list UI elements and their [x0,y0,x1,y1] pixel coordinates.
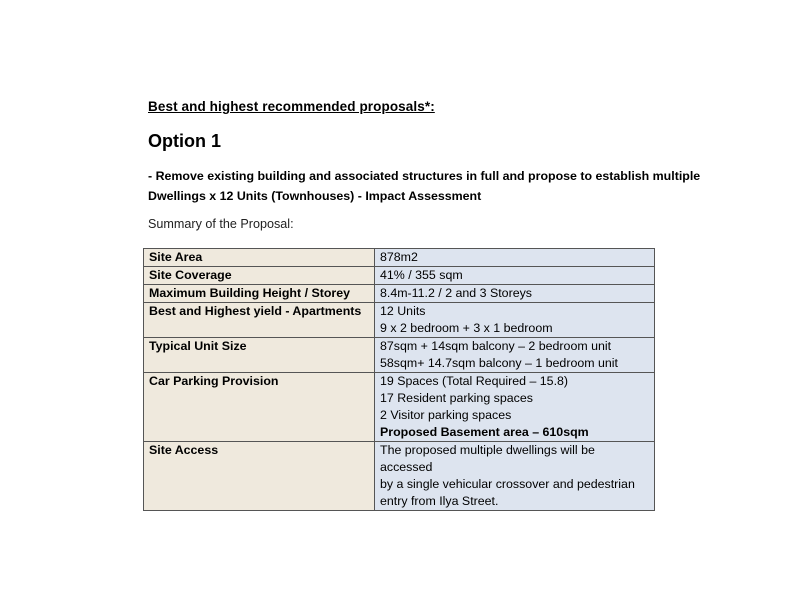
row-label: Site Area [144,249,375,267]
description-line: - Remove existing building and associated structures in full and propose to establish multiple [148,169,701,183]
summary-label: Summary of the Proposal: [148,217,294,231]
table-row-unit-size [144,338,655,373]
table-row-site-access [144,442,655,511]
value-line: Proposed Basement area – 610sqm [380,425,589,439]
row-value [375,267,655,285]
value-line: 87sqm + 14sqm balcony – 2 bedroom unit [380,339,612,353]
row-value [375,373,655,442]
description-line: Dwellings x 12 Units (Townhouses) - Impact Assessment [148,189,482,203]
value-line: by a single vehicular crossover and pedestrian [380,477,635,491]
value-line: entry from Ilya Street. [380,494,499,508]
row-label: Best and Highest yield - Apartments [144,303,375,338]
value-line: 2 Visitor parking spaces [380,408,512,422]
value-line: 12 Units [380,304,426,318]
row-value [375,249,655,267]
value-line: 41% / 355 sqm [380,268,463,282]
table-row-car-parking [144,373,655,442]
value-line: 9 x 2 bedroom + 3 x 1 bedroom [380,321,553,335]
section-heading: Best and highest recommended proposals*: [148,99,435,114]
row-label: Typical Unit Size [144,338,375,373]
value-line: 19 Spaces (Total Required – 15.8) [380,374,569,388]
proposal-summary-table [143,248,655,511]
table-row-site-area [144,249,655,267]
row-label: Site Access [144,442,375,511]
option-description [148,166,701,206]
row-value [375,285,655,303]
value-line: 17 Resident parking spaces [380,391,533,405]
row-label: Car Parking Provision [144,373,375,442]
value-line: 878m2 [380,250,418,264]
row-label: Maximum Building Height / Storey [144,285,375,303]
table-row-building-height [144,285,655,303]
table-row-yield [144,303,655,338]
value-line: 8.4m-11.2 / 2 and 3 Storeys [380,286,532,300]
row-value [375,338,655,373]
row-value [375,303,655,338]
row-label: Site Coverage [144,267,375,285]
row-value [375,442,655,511]
value-line: 58sqm+ 14.7sqm balcony – 1 bedroom unit [380,356,618,370]
table-row-site-coverage [144,267,655,285]
value-line: The proposed multiple dwellings will be accessed [380,443,595,474]
option-title: Option 1 [148,131,221,151]
